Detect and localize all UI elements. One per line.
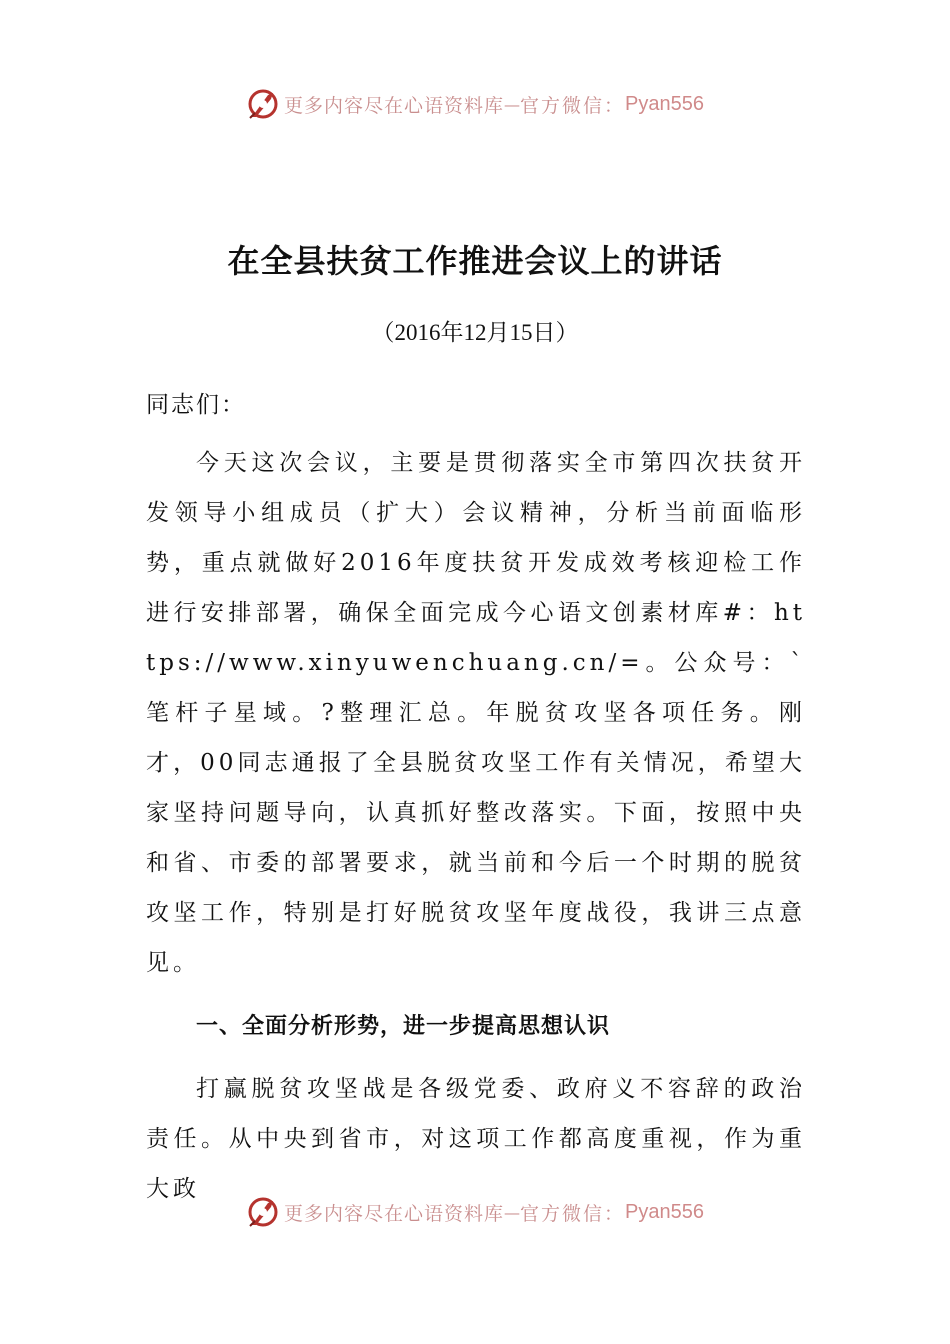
banner-wechat-label: 官方微信： xyxy=(520,94,626,117)
document-body xyxy=(146,380,806,1214)
paragraph-intro: 今天这次会议，主要是贯彻落实全市第四次扶贫开发领导小组成员（扩大）会议精神，分析当前面临形势，重点就做好2016年度扶贫开发成效考核迎检工作进行安排部署，确保全面完成今心语文创素材库#：https://www.xinyuwenchuang.cn/=。公众号：`笔杆子星域。?整理汇总。年脱贫攻坚各项任务。刚才，00同志通报了全县脱贫攻坚工作有关情况，希望大家坚持问题导向，认真抓好整改落实。下面，按照中央和省、市委的部署要求，就当前和今后一个时期的脱贫攻坚工作，特别是打好脱贫攻坚年度战役，我讲三点意见。 xyxy=(146,450,806,976)
banner-dash: — xyxy=(504,94,521,114)
banner-text: 更多内容尽在心语资料库 xyxy=(284,94,505,117)
section-heading: 一、全面分析形势，进一步提高思想认识 xyxy=(196,1014,611,1039)
paragraph-section-1: 打赢脱贫攻坚战是各级党委、政府义不容辞的政治责任。从中央到省市，对这项工作都高度重视，作为重大政 xyxy=(146,1076,806,1202)
footer-banner xyxy=(0,1192,950,1232)
quill-pen-logo-icon xyxy=(246,1195,280,1229)
footer-wechat-label: 官方微信： xyxy=(520,1202,626,1225)
footer-banner-text: 更多内容尽在心语资料库 xyxy=(284,1202,505,1225)
footer-banner-dash: — xyxy=(504,1202,521,1222)
document-date: （2016年12月15日） xyxy=(371,320,579,345)
banner-wechat-id: Pyan556 xyxy=(625,92,704,115)
document-title: 在全县扶贫工作推进会议上的讲话 xyxy=(227,242,723,280)
quill-pen-logo-icon xyxy=(246,87,280,121)
header-banner xyxy=(0,84,950,124)
salutation: 同志们： xyxy=(146,392,246,418)
footer-wechat-id: Pyan556 xyxy=(625,1200,704,1223)
